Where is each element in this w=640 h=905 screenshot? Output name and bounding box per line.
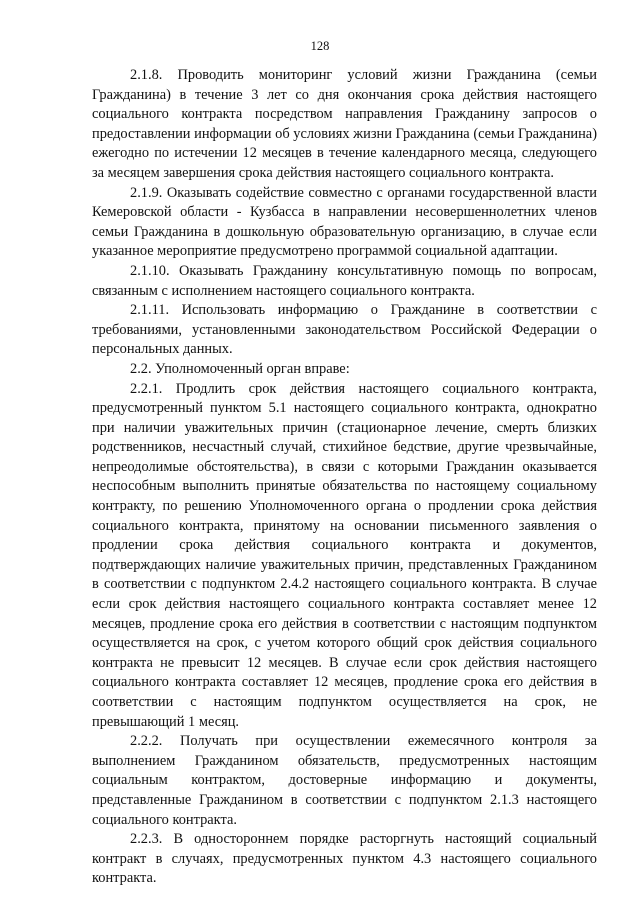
paragraph-2-1-11: 2.1.11. Использовать информацию о Гражданине в соответствии с требованиями, установленными законодательством Российской Федерации о персональных данных.: [92, 302, 597, 358]
page-number: 128: [310, 39, 330, 53]
paragraph-2-1-9: 2.1.9. Оказывать содействие совместно с органами государственной власти Кемеровской области - Кузбасса в направлении несовершеннолетних членов семьи Гражданина в дошкольную образовательную организацию, в случае если указанное мероприятие предусмотрено программой социальной адаптации.: [92, 184, 597, 260]
paragraph-2-1-8: 2.1.8. Проводить мониторинг условий жизни Гражданина (семьи Гражданина) в течение 3 лет со дня окончания срока действия настоящего социального контракта посредством направления Гражданину запросов о предоставлении информации об условиях жизни Гражданина (семьи Гражданина) ежегодно по истечении 12 месяцев в течение календарного месяца, следующего за месяцем завершения срока действия настоящего социального контракта.: [92, 67, 597, 181]
paragraph-2-2-1: 2.2.1. Продлить срок действия настоящего социального контракта, предусмотренный пунктом 5.1 настоящего социального контракта, однократно при наличии уважительных причин (стационарное лечение, смерть близких родственников, несчастный случай, стихийное бедствие, другие чрезвычайные, непреодолимые обстоятельства), в связи с которыми Гражданин оказывается неспособным выполнить принятые обязательства по настоящему социальному контракту, по решению Уполномоченного органа о продлении срока действия социального контракта, принятому на основании письменного заявления о продлении срока действия социального контракта и документов, подтверждающих наличие уважительных причин, представленных Гражданином в соответствии с подпунктом 2.4.2 настоящего социального контракта. В случае если срок действия настоящего социального контракта составляет менее 12 месяцев, продление срока его действия в соответствии с настоящим подпунктом осуществляется на срок, с учетом которого общий срок действия социального контракта не превысит 12 месяцев. В случае если срок действия настоящего социального контракта составляет 12 месяцев, продление срока его действия в соответствии с настоящим подпунктом осуществляется на срок, не превышающий 1 месяц.: [92, 380, 597, 730]
paragraph-2-1-10: 2.1.10. Оказывать Гражданину консультативную помощь по вопросам, связанным с исполнением настоящего социального контракта.: [92, 262, 597, 299]
paragraph-2-2-heading: 2.2. Уполномоченный орган вправе:: [130, 360, 350, 377]
document-body: [92, 66, 597, 889]
paragraph-2-2-3: 2.2.3. В одностороннем порядке расторгнуть настоящий социальный контракт в случаях, предусмотренных пунктом 4.3 настоящего социального контракта.: [92, 831, 597, 887]
paragraph-2-2-2: 2.2.2. Получать при осуществлении ежемесячного контроля за выполнением Гражданином обязательств, предусмотренных настоящим социальным контрактом, достоверные информацию и документы, представленные Гражданином в соответствии с подпунктом 2.1.3 настоящего социального контракта.: [92, 733, 597, 828]
